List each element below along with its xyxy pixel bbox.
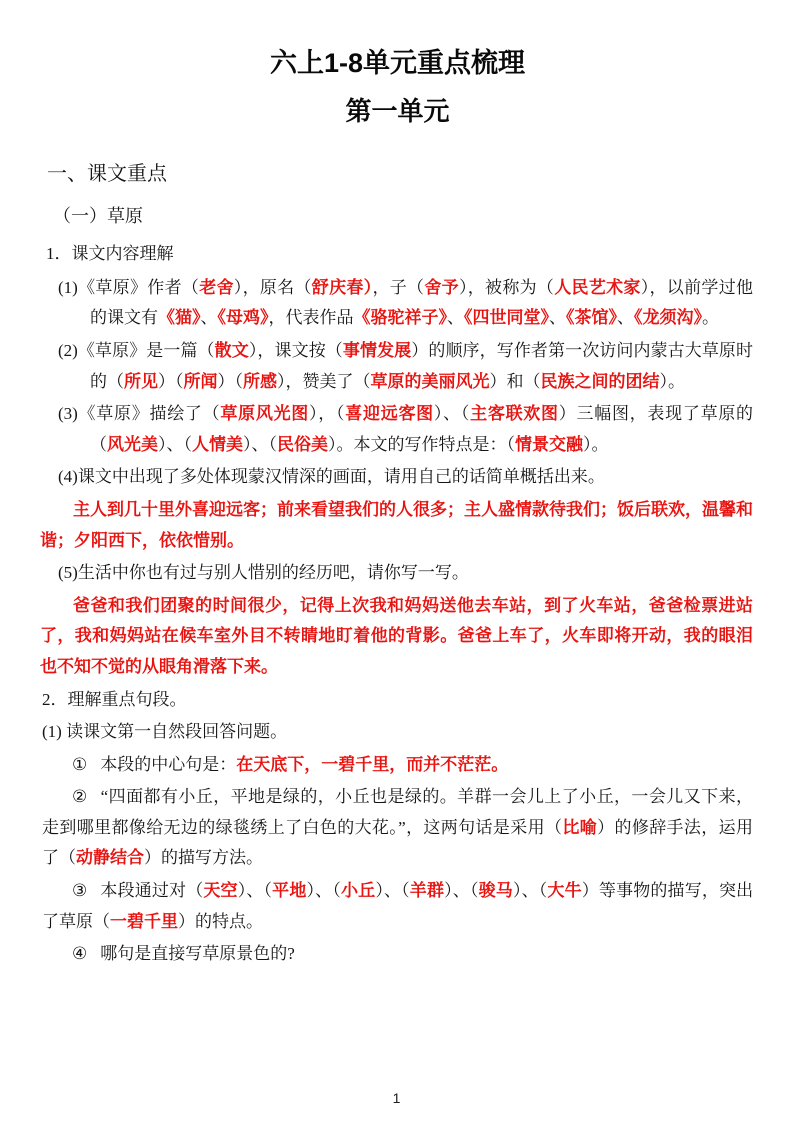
highlight-answer-text: 散文 [214, 340, 249, 360]
text-segment: 哪句是直接写草原景色的? [100, 944, 295, 964]
text-segment: ）、（ [237, 881, 273, 901]
text-segment: ），被称为（ [458, 277, 555, 297]
text-segment: 、 [200, 308, 218, 328]
circled-item-2 [42, 782, 753, 874]
text-segment: ）、（ [306, 881, 341, 901]
text-segment: 2．理解重点句段。 [42, 689, 187, 709]
heading-key-sentences [42, 685, 753, 716]
heading-lesson-caoyuan [53, 201, 753, 232]
text-segment: ）。本文的写作特点是：（ [328, 434, 515, 454]
highlight-answer-text: 草原风光图 [220, 404, 310, 424]
highlight-answer-text: 草原的美丽风光 [370, 371, 490, 391]
text-segment: ）的修辞手法，运用了（ [42, 817, 754, 868]
text-segment: (4)课文中出现了多处体现蒙汉情深的画面，请用自己的话简单概括出来。 [58, 467, 605, 487]
highlight-answer-text: 在天底下，一碧千里，而并不茫茫。 [236, 754, 509, 774]
text-segment: ）。 [583, 434, 609, 454]
text-segment: ）、（ [243, 434, 277, 454]
text-segment: 、 [549, 308, 566, 328]
highlight-answer-text: 骏马 [478, 881, 513, 901]
highlight-answer-text: 老舍 [199, 277, 234, 297]
text-segment: ）、（ [158, 434, 192, 454]
highlight-answer-text: 主客联欢图 [470, 404, 559, 424]
highlight-answer-text: 《骆驼祥子》 [353, 308, 447, 328]
text-segment: 。 [702, 308, 719, 328]
text-segment: ）、（ [375, 881, 410, 901]
highlight-answer-text: 民俗美 [277, 434, 328, 454]
text-segment: ）。 [659, 371, 685, 391]
highlight-answer-text: 所见 [124, 371, 158, 391]
sub-question-1 [42, 717, 753, 748]
answer-red-2 [40, 591, 753, 683]
highlight-answer-text: 比喻 [562, 817, 598, 837]
highlight-answer-text: 风光美 [107, 434, 158, 454]
highlight-answer-text: 羊群 [409, 881, 445, 901]
highlight-answer-text: 天空 [203, 881, 238, 901]
page-number: 1 [392, 1090, 401, 1106]
highlight-answer-text: 《四世同堂》 [464, 308, 549, 328]
text-segment: ）和（ [489, 371, 541, 391]
item-5 [42, 558, 753, 589]
text-segment: ）、（ [433, 404, 471, 424]
text-segment: ）等事物的描写，突出了草原（ [42, 881, 754, 931]
text-segment: “四面都有小丘，平地是绿的，小丘也是绿的。羊群一会儿上了小丘，一会儿又下来，走到哪里都像给无边的绿毯绣上了白色的大花。”，这两句话是采用（ [42, 787, 753, 837]
text-segment: (1) 读课文第一自然段回答问题。 [42, 722, 288, 742]
item-1 [42, 273, 753, 334]
highlight-answer-text: 所感 [243, 371, 277, 391]
circled-item-4 [42, 939, 753, 970]
text-segment: (3)《草原》描绘了（ [58, 404, 221, 424]
highlight-answer-text: 大牛 [547, 881, 582, 901]
text-segment: 本段通过对（ [100, 881, 204, 901]
highlight-answer-text: 主人到几十里外喜迎远客；前来看望我们的人很多；主人盛情款待我们；饭后联欢，温馨和谐；夕阳西下，依依惜别。 [40, 499, 753, 550]
text-segment: 一、课文重点 [47, 163, 167, 185]
text-segment: ）、（ [444, 881, 479, 901]
highlight-answer-text: 人民艺术家 [554, 277, 641, 297]
circled-list-number: ④ [72, 944, 88, 964]
text-segment: 、 [447, 308, 464, 328]
text-segment: 、 [617, 308, 634, 328]
document-body [42, 159, 753, 970]
highlight-answer-text: 《龙须沟》 [634, 308, 702, 328]
text-segment: ），（ [309, 404, 346, 424]
text-segment: (5)生活中你也有过与别人惜别的经历吧，请你写一写。 [58, 563, 469, 583]
highlight-answer-text: 动静结合 [76, 848, 144, 868]
text-segment: ）三幅图，表现了草原的（ [90, 404, 754, 454]
circled-list-number: ② [72, 787, 88, 807]
text-segment: ），原名（ [233, 277, 312, 297]
highlight-answer-text: 《猫》 [158, 308, 201, 328]
highlight-answer-text: 一碧千里 [110, 911, 178, 931]
text-segment: ）的特点。 [178, 911, 263, 931]
text-segment: 1．课文内容理解 [46, 244, 174, 264]
heading-text-focus [47, 159, 753, 190]
highlight-answer-text: 事情发展 [342, 340, 412, 360]
highlight-answer-text: 所闻 [183, 371, 218, 391]
highlight-answer-text: 民族之间的团结 [540, 371, 660, 391]
text-segment: ），以前学过他的课文有 [90, 277, 753, 328]
highlight-answer-text: 《母鸡》 [217, 308, 269, 328]
circled-list-number: ③ [72, 881, 88, 901]
item-3 [42, 399, 753, 460]
item-4 [42, 462, 753, 493]
text-segment: (1)《草原》作者（ [58, 277, 200, 297]
text-segment: 本段的中心句是： [100, 754, 237, 774]
text-segment: ），课文按（ [248, 340, 343, 360]
circled-item-3 [42, 876, 753, 937]
item-2 [42, 336, 753, 397]
highlight-answer-text: 舒庆春） [311, 277, 373, 297]
highlight-answer-text: 小丘 [340, 881, 376, 901]
unit-title: 第一单元 [345, 96, 450, 126]
circled-item-1 [42, 750, 753, 781]
text-segment: （一）草原 [53, 205, 143, 226]
text-segment: ），赞美了（ [277, 371, 371, 391]
highlight-answer-text: 爸爸和我们团聚的时间很少，记得上次我和妈妈送他去车站，到了火车站，爸爸检票进站了，我和妈妈站在候车室外目不转睛地盯着他的背影。爸爸上车了，火车即将开动，我的眼泪也不知不觉的从眼角滑落下来。 [40, 595, 753, 676]
text-segment: (2)《草原》是一篇（ [58, 340, 215, 360]
highlight-answer-text: 人情美 [192, 434, 243, 454]
text-segment: ，子（ [372, 277, 425, 297]
heading-content-understanding [46, 239, 753, 270]
text-segment: ）（ [158, 371, 184, 391]
text-segment: ）、（ [512, 881, 548, 901]
text-segment: ）（ [217, 371, 243, 391]
answer-red-1 [40, 495, 753, 556]
text-segment: ，代表作品 [268, 308, 354, 328]
highlight-answer-text: 情景交融 [515, 434, 583, 454]
document-title: 六上1-8单元重点梳理 [269, 48, 526, 78]
text-segment: ）的顺序，写作者第一次访问内蒙古大草原时的（ [90, 340, 754, 391]
highlight-answer-text: 喜迎远客图 [345, 404, 434, 424]
text-segment: ）的描写方法。 [144, 848, 263, 868]
highlight-answer-text: 《茶馆》 [566, 308, 617, 328]
circled-list-number: ① [72, 754, 88, 774]
highlight-answer-text: 舍予 [424, 277, 459, 297]
highlight-answer-text: 平地 [272, 881, 307, 901]
